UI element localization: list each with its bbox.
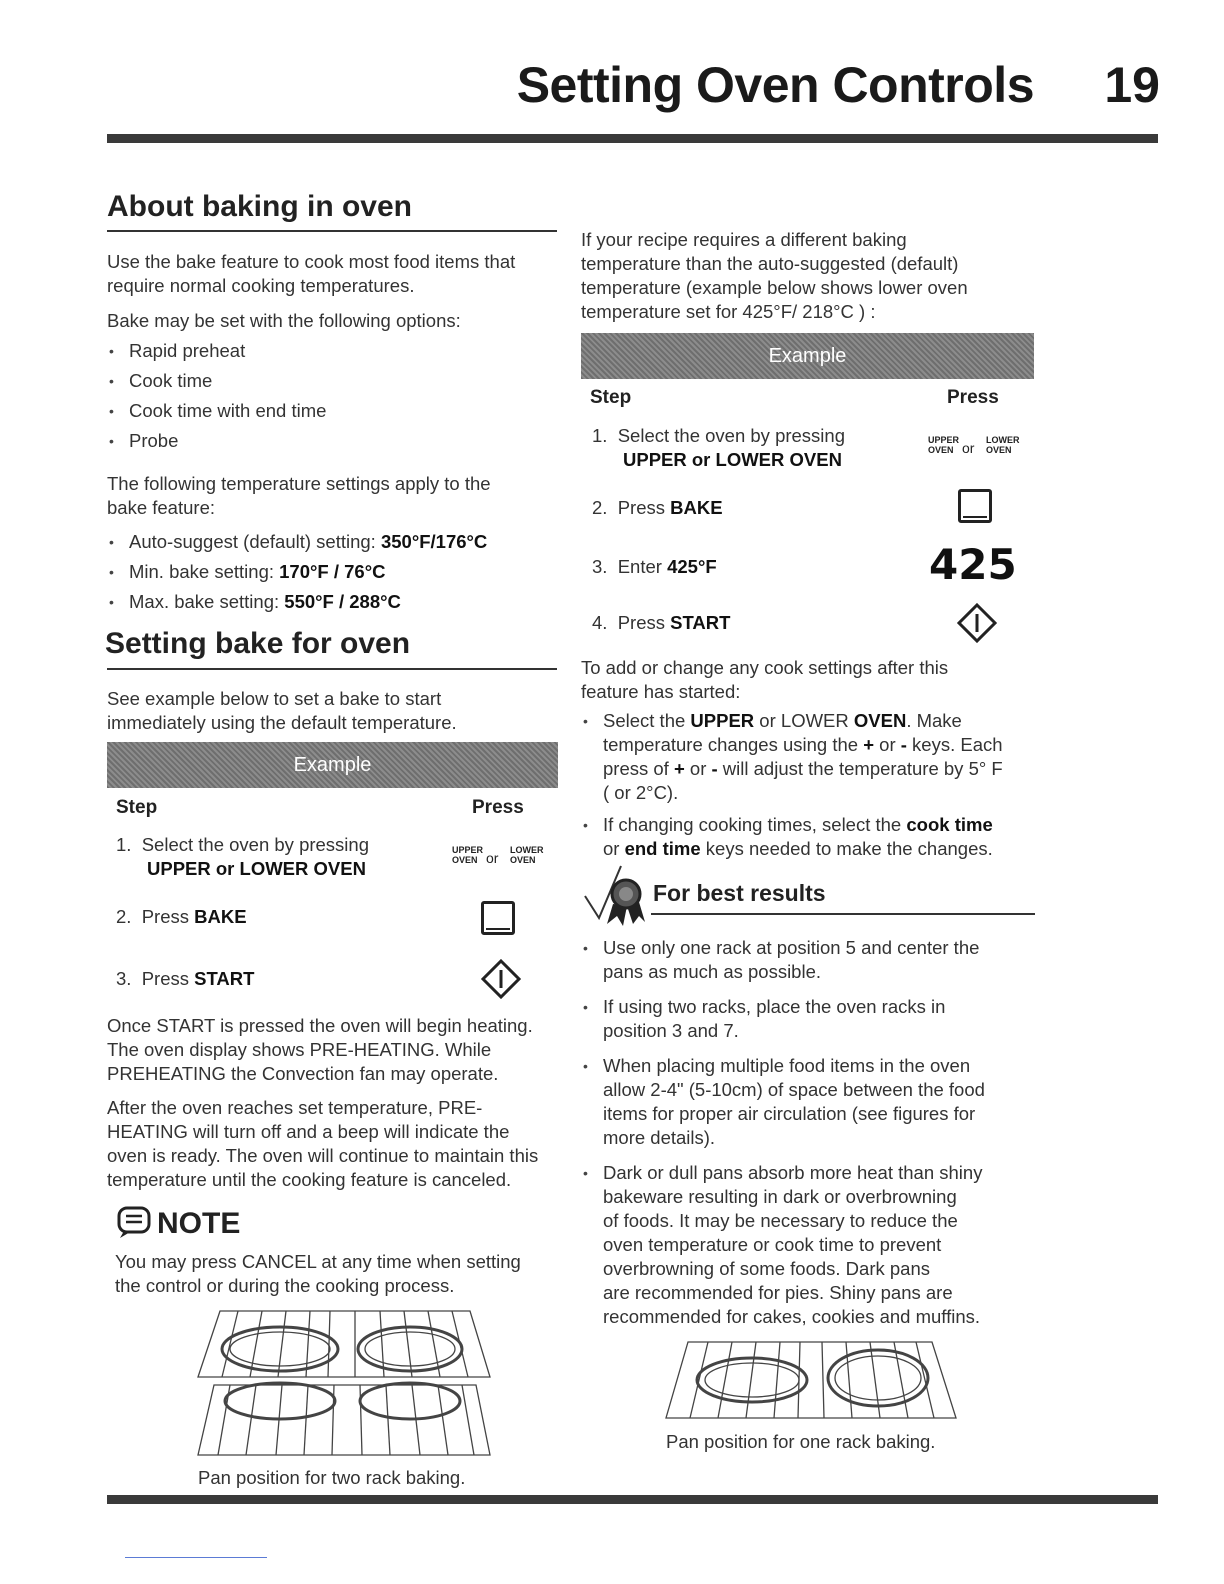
preheat-paragraph: Once START is pressed the oven will begin heating. The oven display shows PRE-HEATING. While PREHEATING the Convection fan may operate. xyxy=(107,1015,533,1084)
upper-oven-key: UPPER OVEN xyxy=(928,435,960,455)
setting-heading-rule xyxy=(107,668,557,670)
list-item: • Max. bake setting: 550°F / 288°C xyxy=(107,590,487,614)
note-text: You may press CANCEL at any time when setting the control or during the cooking process. xyxy=(115,1251,521,1296)
list-item: • When placing multiple food items in the oven allow 2-4" (5-10cm) of space between the food items for proper air circulation (see figures for more details). xyxy=(581,1054,1041,1150)
best-results-title: For best results xyxy=(653,880,826,906)
about-intro: Use the bake feature to cook most food items that require normal cooking temperatures. xyxy=(107,251,516,296)
or-label: or xyxy=(962,440,975,456)
example-step-2: 2. Press BAKE xyxy=(592,497,723,518)
best-results-list xyxy=(581,936,1041,1329)
oven-select-keys xyxy=(928,433,1024,459)
example-banner: Example xyxy=(581,333,1034,379)
ribbon-icon xyxy=(581,858,651,928)
about-options-list xyxy=(107,339,326,453)
start-key-icon xyxy=(957,603,997,643)
list-item: • Use only one rack at position 5 and center the pans as much as possible. xyxy=(581,936,1041,984)
right-intro: If your recipe requires a different baking temperature than the auto-suggested (default) temperature (example below shows lower oven temperature set for 425°F/ 218°C ) : xyxy=(581,229,968,322)
list-item: • Cook time xyxy=(107,369,326,393)
best-results-rule xyxy=(651,913,1035,915)
page-title: Setting Oven Controls xyxy=(516,57,1034,113)
or-label: or xyxy=(486,850,499,866)
example-step-1: 1. Select the oven by pressing UPPER or LOWER OVEN xyxy=(592,425,845,470)
step-header: Step xyxy=(590,387,632,408)
example-step-1: 1. Select the oven by pressing UPPER or LOWER OVEN xyxy=(116,834,369,879)
list-item: • If changing cooking times, select the cook time or end time keys needed to make the changes. xyxy=(581,813,1041,861)
list-item: • Rapid preheat xyxy=(107,339,326,363)
setting-intro: See example below to set a bake to start immediately using the default temperature. xyxy=(107,688,457,733)
list-item: • Probe xyxy=(107,429,326,453)
list-item: • If using two racks, place the oven racks in position 3 and 7. xyxy=(581,995,1041,1043)
list-item: • Select the UPPER or LOWER OVEN. Make temperature changes using the + or - keys. Each press of + or - will adjust the temperature by 5° F ( or 2°C). xyxy=(581,709,1041,805)
footer-rule xyxy=(107,1495,1158,1504)
example-step-4: 4. Press START xyxy=(592,612,731,633)
change-list xyxy=(581,709,1041,861)
example-step-3: 3. Enter 425°F xyxy=(592,556,717,577)
list-item: • Min. bake setting: 170°F / 76°C xyxy=(107,560,487,584)
about-temps-intro: The following temperature settings apply to the bake feature: xyxy=(107,473,491,518)
about-heading-rule xyxy=(107,230,557,232)
one-rack-caption: Pan position for one rack baking. xyxy=(666,1431,936,1452)
upper-oven-key: UPPER OVEN xyxy=(452,845,484,865)
bake-key-icon xyxy=(958,489,992,523)
example-step-3: 3. Press START xyxy=(116,968,255,989)
one-rack-illustration xyxy=(660,1336,960,1424)
about-options-intro: Bake may be set with the following options: xyxy=(107,310,461,331)
press-header: Press xyxy=(947,387,999,408)
lower-oven-key: LOWER OVEN xyxy=(986,435,1020,455)
two-rack-illustration xyxy=(190,1305,495,1467)
step-header: Step xyxy=(116,797,158,818)
oven-select-keys xyxy=(452,843,548,869)
change-intro: To add or change any cook settings after this feature has started: xyxy=(581,657,949,702)
two-rack-caption: Pan position for two rack baking. xyxy=(198,1467,466,1488)
note-icon xyxy=(116,1205,154,1239)
footer-link-line xyxy=(125,1557,267,1558)
about-temps-list xyxy=(107,530,487,614)
start-key-icon xyxy=(481,959,521,999)
ready-paragraph: After the oven reaches set temperature, PRE- HEATING will turn off and a beep will indicate the oven is ready. The oven will continue to maintain this temperature until the cooking feature is canceled. xyxy=(107,1097,539,1190)
bake-key-icon xyxy=(481,901,515,935)
header-rule xyxy=(107,134,1158,143)
example-banner: Example xyxy=(107,742,558,788)
example-step-2: 2. Press BAKE xyxy=(116,906,247,927)
list-item: • Cook time with end time xyxy=(107,399,326,423)
setting-heading: Setting bake for oven xyxy=(105,627,411,660)
about-heading: About baking in oven xyxy=(107,190,412,223)
list-item: • Auto-suggest (default) setting: 350°F/176°C xyxy=(107,530,487,554)
note-title: NOTE xyxy=(157,1207,241,1240)
temperature-display: 425 xyxy=(929,540,1017,589)
press-header: Press xyxy=(472,797,524,818)
lower-oven-key: LOWER OVEN xyxy=(510,845,544,865)
page-number: 19 xyxy=(1104,57,1160,113)
list-item: • Dark or dull pans absorb more heat than shiny bakeware resulting in dark or overbrowning of foods. It may be necessary to reduce the oven temperature or cook time to prevent overbrowning of some foods. Dark pans are recommended for pies. Shiny pans are recommended for cakes, cookies and muffins. xyxy=(581,1161,1041,1329)
